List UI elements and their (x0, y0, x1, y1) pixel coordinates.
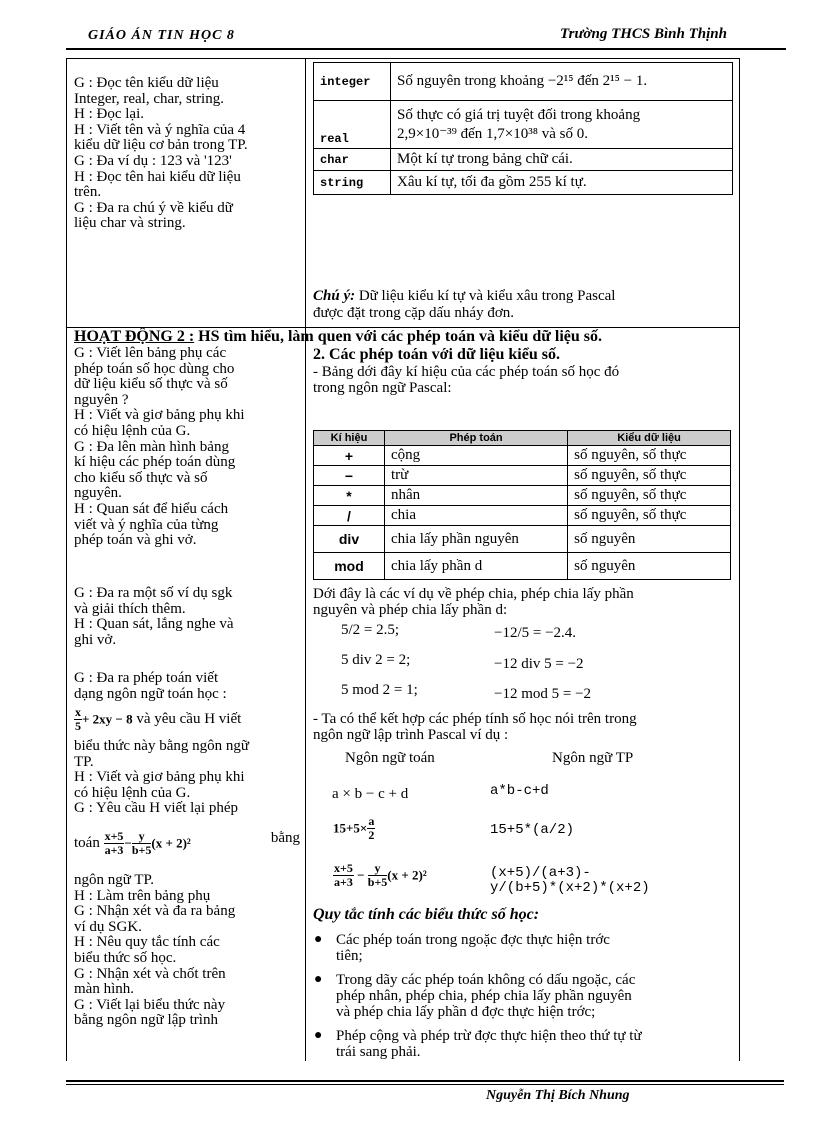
text-line: bằng (270, 830, 300, 846)
text-line: tiên; (336, 948, 363, 964)
note-line (313, 288, 733, 305)
activity-heading (74, 328, 602, 346)
text-line: H : Viết và giơ bảng phụ khi (74, 407, 245, 424)
section2-left-b (74, 586, 298, 648)
expr2-math: 15+5× $\frac{a}{2}$ (333, 814, 375, 842)
text-line: Trong dãy các phép toán không có dấu ngoặc, các (336, 972, 636, 988)
text-line: phép toán số học dùng cho (74, 360, 235, 377)
text-line: G : Đa ra chú ý về kiểu dữ (74, 199, 233, 216)
code-line: y/(b+5)*(x+2)*(x+2) (490, 880, 650, 896)
desc-line: 2,9×10⁻³⁹ đến 1,7×10³⁸ và số 0. (397, 125, 588, 142)
activity-title: HS tìm hiểu, làm quen với các phép toán và kiểu dữ liệu số. (194, 328, 603, 345)
expr3-math: $\frac{x+5}{a+3}$ − $\frac{y}{b+5}$ (x + 2)² (334, 861, 427, 889)
op-symbol: * (314, 486, 385, 506)
note (313, 288, 733, 322)
text-line: G : Đọc tên kiểu dữ liệu (74, 75, 219, 91)
table-row (314, 171, 733, 195)
text-line: nguyên. (74, 485, 122, 502)
op-name: chia lấy phần nguyên (385, 526, 568, 553)
rule-item (314, 972, 734, 1020)
text-line: Các phép toán trong ngoặc đợc thực hiện trớc (336, 932, 610, 948)
desc-line: Số thực có giá trị tuyệt đối trong khoảng (397, 106, 641, 123)
text-line: liệu char và string. (74, 215, 186, 232)
text-line: G : Đa lên màn hình bảng (74, 438, 229, 455)
fraction: $\frac{y}{b+5}$ (131, 829, 152, 857)
rule-item (314, 932, 734, 964)
text-line: G : Viết lại biểu thức này (74, 996, 226, 1013)
expr1-math: a × b − c + d (332, 786, 409, 802)
text-line: H : Quan sát, lắng nghe và (74, 616, 234, 633)
example-left: 5/2 = 2.5; (341, 622, 400, 638)
column-header: Phép toán (385, 431, 568, 446)
header-right: Trường THCS Bình Thịnh (560, 26, 727, 42)
text-line: - Bảng dới đây kí hiệu của các phép toán số học đó (313, 364, 620, 380)
combine-text (313, 711, 735, 743)
type-description: Một kí tự trong bảng chữ cái. (391, 149, 733, 171)
text-line: trong ngôn ngữ Pascal: (313, 380, 452, 396)
text-line: nguyên ? (74, 391, 129, 408)
table-row (314, 446, 731, 466)
note-text: Dữ liệu kiểu kí tự và kiểu xâu trong Pascal (355, 288, 616, 304)
text-line: G : Đa ra phép toán viết (74, 670, 219, 686)
text-line: bằng ngôn ngữ lập trình (74, 1012, 218, 1029)
fraction: $\frac{x+5}{a+3}$ (334, 861, 353, 889)
op-name: chia (385, 506, 568, 526)
table-row (314, 506, 731, 526)
fraction: $\frac{x+5}{a+3}$ (104, 829, 124, 857)
text-line: kí hiệu các phép toán dùng (74, 454, 236, 471)
type-keyword: char (314, 149, 391, 171)
text-line: toán (74, 834, 100, 851)
bullet-icon: ● (314, 972, 323, 987)
footer-author: Nguyễn Thị Bích Nhung (486, 1088, 630, 1103)
example-right: −12 mod 5 = −2 (494, 686, 592, 702)
op-symbol: / (314, 506, 385, 526)
fraction-x-5: $\frac{x}{5}$ (75, 705, 81, 733)
bullet-icon: ● (314, 1028, 323, 1043)
text-line: Dới đây là các ví dụ về phép chia, phép chia lấy phần (313, 586, 634, 602)
text-line: Phép cộng và phép trừ đợc thực hiện theo thứ tự từ (336, 1028, 642, 1044)
note-line: được đặt trong cặp dấu nháy đơn. (313, 305, 515, 321)
table-row (314, 101, 733, 149)
op-name: cộng (385, 446, 568, 466)
ops-intro (313, 364, 735, 396)
table-row (314, 149, 733, 171)
op-type: số nguyên (568, 553, 731, 580)
section1-left-text (74, 76, 298, 232)
text-line: có hiệu lệnh của G. (74, 422, 191, 439)
text-line: G : Đa ví dụ : 123 và '123' (74, 152, 232, 169)
text-line: và phép chia lấy phần d đợc thực hiện trớc; (336, 1004, 596, 1020)
op-type: số nguyên, số thực (568, 506, 731, 526)
text-line: H : Viết tên và ý nghĩa của 4 (74, 121, 246, 138)
example-left: 5 div 2 = 2; (341, 652, 411, 668)
type-description: Số nguyên trong khoảng −2¹⁵ đến 2¹⁵ − 1. (391, 63, 733, 101)
table-row (314, 63, 733, 101)
text-line: màn hình. (74, 981, 134, 998)
header-rule (66, 48, 786, 50)
text-line: cho kiểu số thực và số (74, 469, 208, 486)
type-keyword: real (314, 101, 391, 149)
op-name: chia lấy phần d (385, 553, 568, 580)
footer-rule-top (66, 1080, 784, 1082)
text-line: ví dụ SGK. (74, 918, 142, 935)
section2-left-c (74, 671, 298, 702)
text-line: dạng ngôn ngữ toán học : (74, 685, 227, 702)
table-row (314, 553, 731, 580)
op-type: số nguyên, số thực (568, 446, 731, 466)
expr2-tp: 15+5*(a/2) (490, 822, 575, 838)
table-row (314, 486, 731, 506)
text-line: ngôn ngữ lập trình Pascal ví dụ : (313, 727, 509, 743)
bullet-icon: ● (314, 932, 323, 947)
left-expression-line: toán $\frac{x+5}{a+3}$ − $\frac{y}{b+5}$ (x + 2)² bằng (74, 829, 300, 857)
example-left: 5 mod 2 = 1; (341, 682, 418, 698)
type-description: Xâu kí tự, tối đa gồm 255 kí tự. (391, 171, 733, 195)
text-line: và yêu cầu H viết (132, 710, 242, 727)
frame-left (66, 58, 67, 1061)
left-math-expression: $\frac{x}{5}$ + 2xy − 8 và yêu cầu H viết (75, 705, 242, 733)
frame-right (739, 58, 740, 1061)
code-line: (x+5)/(a+3)- (490, 865, 591, 881)
text-line: trên. (74, 184, 102, 201)
text-line: G : Nhận xét và đa ra bảng (74, 903, 236, 920)
op-symbol: + (314, 446, 385, 466)
frame-mid (305, 58, 306, 1061)
text-line: TP. (74, 753, 94, 770)
op-name: trừ (385, 466, 568, 486)
type-keyword: integer (314, 63, 391, 101)
example-right: −12/5 = −2.4. (494, 625, 577, 641)
text-line: G : Đa ra một số ví dụ sgk (74, 585, 233, 601)
text-line: H : Quan sát để hiểu cách (74, 500, 229, 517)
text-line: và giải thích thêm. (74, 600, 186, 617)
text-line: - Ta có thể kết hợp các phép tính số học nói trên trong (313, 711, 637, 727)
column-label-tp: Ngôn ngữ TP (552, 750, 634, 766)
table-header-row (314, 431, 731, 446)
column-header: Kí hiệu (314, 431, 385, 446)
text-line: phép nhân, phép chia, phép chia lấy phần nguyên (336, 988, 632, 1004)
text-line: G : Yêu cầu H viết lại phép (74, 800, 238, 817)
table-row (314, 466, 731, 486)
expr3-tp (490, 866, 650, 896)
text-line: H : Làm trên bảng phụ (74, 887, 211, 904)
text-line: H : Nêu quy tắc tính các (74, 934, 220, 951)
text-line: H : Đọc lại. (74, 106, 144, 123)
operators-table (313, 430, 731, 580)
text-line: H : Đọc tên hai kiểu dữ liệu (74, 168, 241, 185)
rule-item (314, 1028, 734, 1060)
text-line: Integer, real, char, string. (74, 90, 224, 107)
op-symbol: mod (314, 553, 385, 580)
text-line: phép toán và ghi vở. (74, 532, 197, 549)
op-symbol: div (314, 526, 385, 553)
section2-left-d (74, 739, 298, 817)
type-description (391, 101, 733, 149)
text-line: G : Viết lên bảng phụ các (74, 345, 227, 361)
text-line: ghi vở. (74, 631, 117, 648)
text-line: viết và ý nghĩa của từng (74, 516, 219, 533)
example-right: −12 div 5 = −2 (494, 656, 584, 672)
data-types-table (313, 62, 733, 195)
op-symbol: − (314, 466, 385, 486)
fraction: $\frac{a}{2}$ (368, 814, 375, 842)
fraction: $\frac{y}{b+5}$ (367, 861, 388, 889)
footer-rule-bottom (66, 1084, 784, 1085)
section-heading: 2. Các phép toán với dữ liệu kiểu số. (313, 346, 560, 363)
text-line: biểu thức số học. (74, 949, 177, 966)
section2-left-e (74, 873, 298, 1029)
text-line: biểu thức này bằng ngôn ngữ (74, 738, 249, 754)
frame-top (66, 58, 740, 59)
expr1-tp: a*b-c+d (490, 783, 549, 799)
rules-title: Quy tắc tính các biểu thức số học: (313, 906, 540, 923)
note-label: Chú ý: (313, 288, 356, 304)
text-line: ngôn ngữ TP. (74, 872, 154, 888)
op-type: số nguyên, số thực (568, 466, 731, 486)
header-left: GIÁO ÁN TIN HỌC 8 (88, 28, 235, 43)
column-header: Kiểu dữ liệu (568, 431, 731, 446)
text-line: dữ liệu kiểu số thực và số (74, 376, 228, 393)
type-keyword: string (314, 171, 391, 195)
op-name: nhân (385, 486, 568, 506)
text-line: có hiệu lệnh của G. (74, 784, 191, 801)
section2-left-a (74, 346, 298, 549)
text-line: nguyên và phép chia lấy phần d: (313, 602, 508, 618)
text-line: trái sang phải. (336, 1044, 421, 1060)
text-line: G : Nhận xét và chốt trên (74, 965, 226, 982)
table-row (314, 526, 731, 553)
text-line: H : Viết và giơ bảng phụ khi (74, 769, 245, 786)
op-type: số nguyên (568, 526, 731, 553)
activity-label: HOẠT ĐỘNG 2 : (74, 328, 195, 345)
text-line: kiểu dữ liệu cơ bản trong TP. (74, 137, 248, 154)
column-label-math: Ngôn ngữ toán (345, 750, 435, 766)
op-type: số nguyên, số thực (568, 486, 731, 506)
examples-intro (313, 586, 735, 618)
